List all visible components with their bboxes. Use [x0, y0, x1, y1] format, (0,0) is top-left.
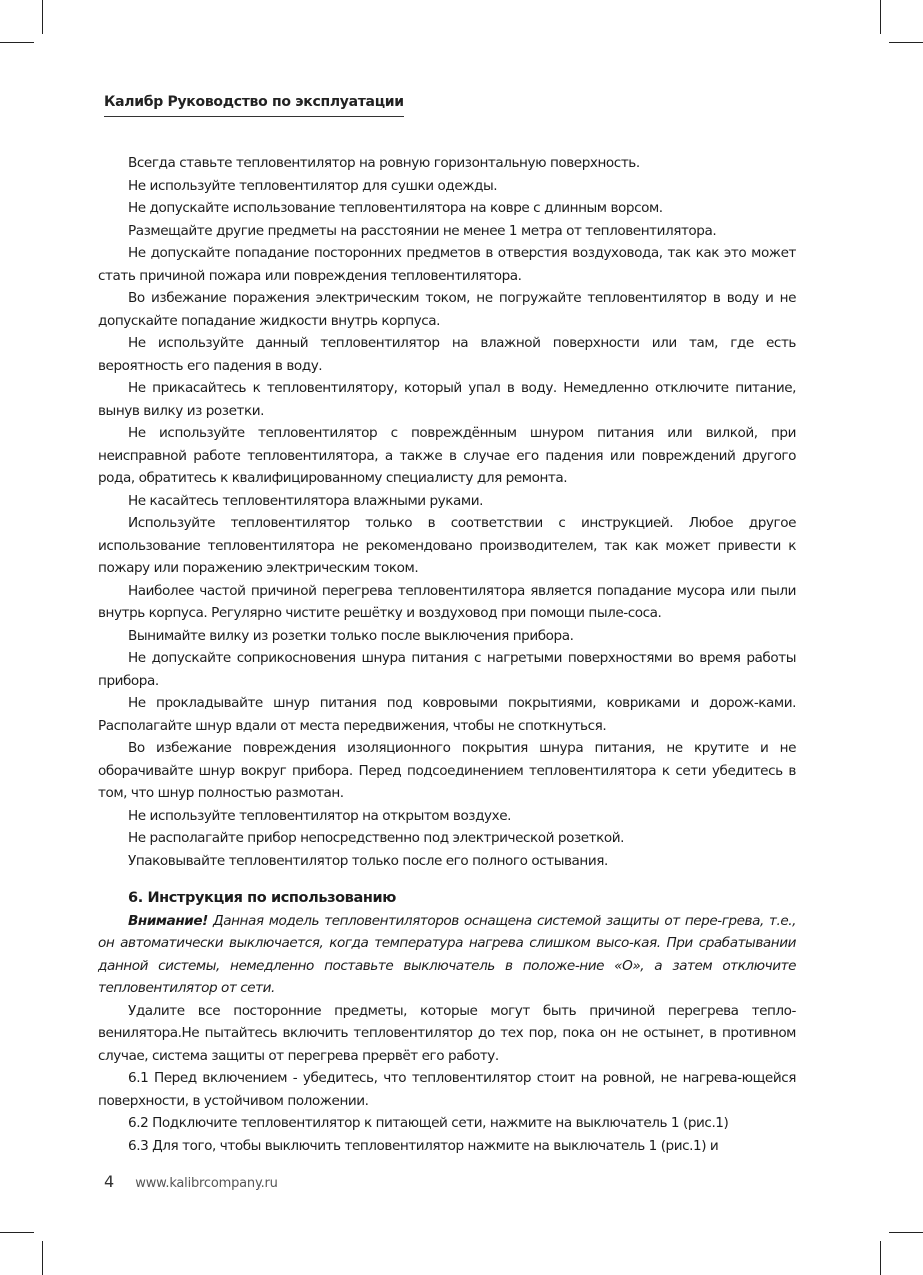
- warning-paragraph: [98, 910, 796, 1000]
- paragraph: 6.1 Перед включением - убедитесь, что тепловентилятор стоит на ровной, не нагрева-ющейся поверхности, в устойчивом положении.: [98, 1070, 796, 1109]
- crop-mark: [42, 0, 43, 34]
- crop-mark: [880, 0, 881, 34]
- page-content: [98, 152, 796, 1157]
- paragraph: Во избежание поражения электрическим током, не погружайте тепловентилятор в воду и не допускайте попадание жидкости внутрь корпуса.: [98, 290, 796, 329]
- paragraph: Не допускайте попадание посторонних предметов в отверстия воздуховода, так как это может стать причиной пожара или повреждения тепловентилятора.: [98, 245, 796, 284]
- paragraph: Не используйте тепловентилятор с повреждённым шнуром питания или вилкой, при неисправной работе тепловентилятора, а также в случае его падения или повреждений другого рода, обратитесь к квалифицированному специалисту для ремонта.: [98, 425, 796, 486]
- crop-mark: [0, 42, 34, 43]
- page-header: Калибр Руководство по эксплуатации: [104, 94, 404, 117]
- crop-mark: [889, 1232, 923, 1233]
- crop-mark: [880, 1241, 881, 1275]
- paragraph: Удалите все посторонние предметы, которые могут быть причиной перегрева тепло-венилятора.Не пытайтесь включить тепловентилятор до тех пор, пока он не остынет, в противном случае, система защиты от перегрева прервёт его работу.: [98, 1002, 796, 1064]
- paragraph: Не прокладывайте шнур питания под ковровыми покрытиями, ковриками и дорож-ками. Располагайте шнур вдали от места передвижения, чтобы не споткнуться.: [98, 695, 796, 734]
- paragraph: Во избежание повреждения изоляционного покрытия шнура питания, не крутите и не оборачивайте шнур вокруг прибора. Перед подсоединением тепловентилятора к сети убедитесь в том, что шнур полностью размотан.: [98, 740, 796, 801]
- paragraph: 6.3 Для того, чтобы выключить тепловентилятор нажмите на выключатель 1 (рис.1) и: [128, 1137, 719, 1154]
- paragraph: Всегда ставьте тепловентилятор на ровную горизонтальную поверхность.: [128, 155, 640, 171]
- section-title: 6. Инструкция по использованию: [128, 890, 396, 906]
- crop-mark: [889, 42, 923, 43]
- page-footer: [104, 1172, 278, 1191]
- paragraph: Не располагайте прибор непосредственно под электрической розеткой.: [128, 830, 624, 846]
- paragraph: Не допускайте соприкосновения шнура питания с нагретыми поверхностями во время работы прибора.: [98, 650, 796, 689]
- warning-text: Данная модель тепловентиляторов оснащена системой защиты от пере-грева, т.е., он автоматически выключается, когда температура нагрева слишком высо-кая. При срабатывании данной системы, немедленно поставьте выключатель в положе-ние «О», а затем отключите тепловентилятор от сети.: [98, 912, 796, 996]
- paragraph: Упаковывайте тепловентилятор только после его полного остывания.: [128, 852, 608, 869]
- paragraph: Не используйте тепловентилятор для сушки одежды.: [128, 177, 498, 194]
- paragraph: 6.2 Подключите тепловентилятор к питающей сети, нажмите на выключатель 1 (рис.1): [128, 1115, 729, 1131]
- crop-mark: [42, 1241, 43, 1275]
- paragraph: Не используйте тепловентилятор на открытом воздухе.: [128, 807, 512, 824]
- paragraph: Не используйте данный тепловентилятор на влажной поверхности или там, где есть вероятность его падения в воду.: [98, 335, 796, 374]
- paragraph: Не допускайте использование тепловентилятора на ковре с длинным ворсом.: [128, 200, 663, 216]
- paragraph: Наиболее частой причиной перегрева тепловентилятора является попадание мусора или пыли внутрь корпуса. Регулярно чистите решётку и воздуховод при помощи пыле-сосa.: [98, 582, 796, 621]
- paragraph: Не прикасайтесь к тепловентилятору, который упал в воду. Немедленно отключите питание, вынув вилку из розетки.: [98, 380, 796, 419]
- website-url: www.kalibrcompany.ru: [135, 1176, 278, 1191]
- paragraph: Вынимайте вилку из розетки только после выключения прибора.: [128, 627, 574, 644]
- paragraph: Используйте тепловентилятор только в соответствии с инструкцией. Любое другое использование тепловентилятора не рекомендовано производителем, так как может привести к пожару или поражению электрическим током.: [98, 515, 796, 576]
- warning-label: Внимание!: [128, 912, 208, 929]
- paragraph: Размещайте другие предметы на расстоянии не менее 1 метра от тепловентилятора.: [128, 222, 717, 239]
- crop-mark: [0, 1232, 34, 1233]
- paragraph: Не касайтесь тепловентилятора влажными руками.: [128, 492, 483, 509]
- page-number: 4: [104, 1172, 115, 1191]
